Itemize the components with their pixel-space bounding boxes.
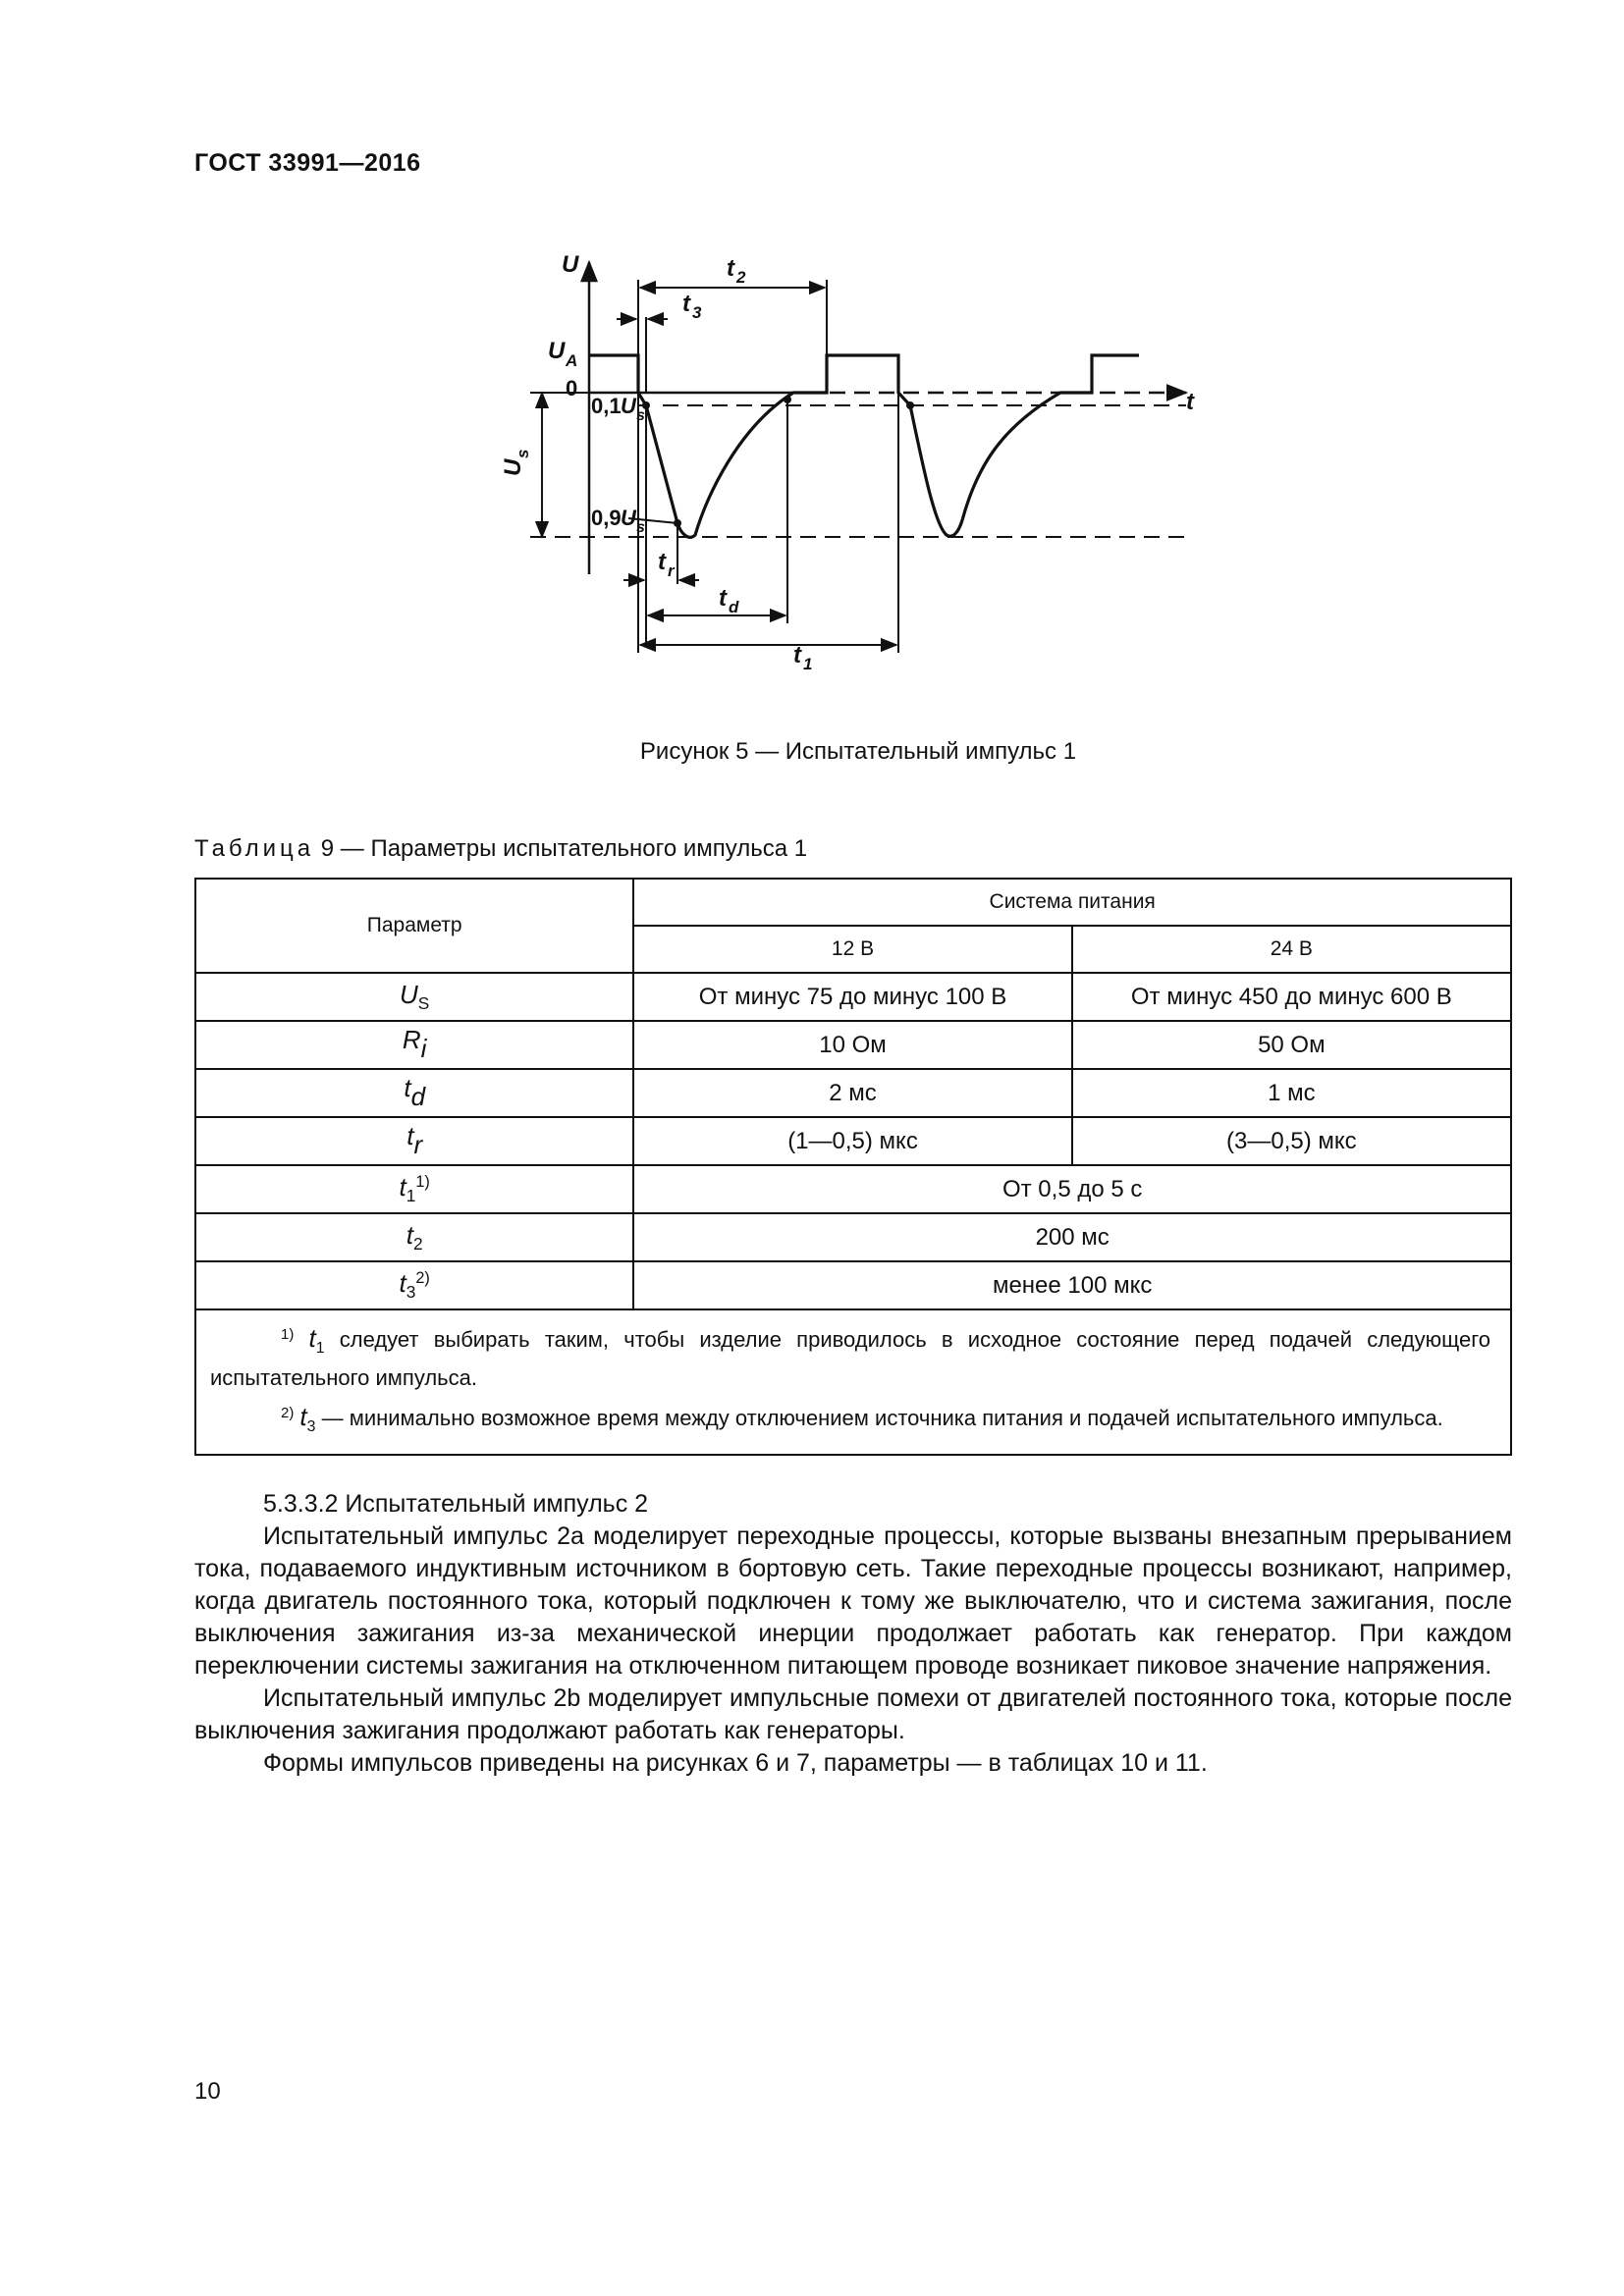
pulse-figure	[481, 240, 1227, 692]
table-row	[195, 1069, 1511, 1117]
td-label: t	[719, 585, 727, 612]
value-common: менее 100 мкс	[633, 1261, 1511, 1309]
tr-label: t	[658, 549, 666, 575]
value-12v: 10 Ом	[633, 1021, 1071, 1069]
figure-caption: Рисунок 5 — Испытательный импульс 1	[639, 738, 1077, 765]
param-symbol: $t_1^{1)}$	[195, 1165, 633, 1213]
table-notes	[195, 1309, 1511, 1455]
table-row	[195, 1213, 1511, 1261]
table-header-row	[195, 879, 1511, 926]
table-row	[195, 1117, 1511, 1165]
value-12v: 2 мс	[633, 1069, 1071, 1117]
header-param: Параметр	[195, 879, 633, 973]
level-0-1-u: U	[621, 394, 636, 418]
level-0-9-prefix: 0,9	[591, 506, 622, 530]
table-notes-row	[195, 1309, 1511, 1455]
param-symbol: $R_i$	[195, 1021, 633, 1069]
table-row	[195, 973, 1511, 1021]
us-label: U	[500, 458, 526, 476]
table-note: $^{1)}$ $t_1$ следует выбирать таким, чтобы изделие приводилось в исходное состояние перед подачей следующего испытательного импульса.	[210, 1323, 1490, 1390]
t2-label: t	[727, 255, 734, 282]
table-title-word: Таблица	[194, 835, 315, 862]
t1-label-sub: 1	[803, 655, 813, 673]
t-axis-label: t	[1186, 389, 1194, 415]
param-symbol: $t_3^{2)}$	[195, 1261, 633, 1309]
body-text	[194, 1488, 1512, 1780]
level-0-1-sub: s	[636, 407, 645, 424]
table-note: $^{2)}$ $t_3$ — минимально возможное время между отключением источника питания и подачей испытательного импульса.	[281, 1401, 1443, 1435]
ua-label: U	[548, 338, 566, 364]
table-row	[195, 1021, 1511, 1069]
value-24v: От минус 450 до минус 600 В	[1072, 973, 1511, 1021]
document-header: ГОСТ 33991—2016	[194, 149, 421, 177]
pulse-waveform	[589, 355, 1139, 537]
value-24v: (3—0,5) мкс	[1072, 1117, 1511, 1165]
param-symbol: $t_r$	[195, 1117, 633, 1165]
pulse-diagram-svg	[481, 240, 1227, 692]
zero-label: 0	[566, 376, 578, 400]
section-heading: 5.3.3.2 Испытательный импульс 2	[263, 1490, 649, 1518]
level-0-9-u: U	[621, 506, 636, 530]
tr-label-sub: r	[668, 561, 675, 580]
u-axis-label: U	[562, 251, 579, 278]
param-symbol: $U_S$	[195, 973, 633, 1021]
table-row	[195, 1165, 1511, 1213]
value-common: 200 мс	[633, 1213, 1511, 1261]
value-24v: 50 Ом	[1072, 1021, 1511, 1069]
t2-label-sub: 2	[736, 268, 746, 287]
table-title-rest: 9 — Параметры испытательного импульса 1	[314, 835, 808, 862]
table-row	[195, 1261, 1511, 1309]
ua-label-sub: A	[566, 351, 578, 370]
table-title	[194, 835, 807, 863]
body-paragraph: Испытательный импульс 2a моделирует переходные процессы, которые вызваны внезапным прерыванием тока, подаваемого индуктивным источником в бортовую сеть. Такие переходные процессы возникают, например, когда двигатель постоянного тока, который подключен к тому же выключателю, что и система зажигания, после выключения зажигания из-за механической инерции продолжает работать как генератор. При каждом переключении системы зажигания на отключенном питающем проводе возникает пиковое значение напряжения.	[194, 1522, 1512, 1680]
value-12v: (1—0,5) мкс	[633, 1117, 1071, 1165]
level-0-9-sub: s	[636, 519, 645, 536]
body-paragraph: Формы импульсов приведены на рисунках 6 и 7, параметры — в таблицах 10 и 11.	[263, 1749, 1208, 1777]
page-number: 10	[194, 2078, 221, 2105]
t1-label: t	[793, 642, 801, 668]
header-system: Система питания	[633, 879, 1511, 926]
body-paragraph: Испытательный импульс 2b моделирует импульсные помехи от двигателей постоянного тока, которые после выключения зажигания продолжают работать как генераторы.	[194, 1684, 1512, 1744]
value-common: От 0,5 до 5 с	[633, 1165, 1511, 1213]
parameters-table	[194, 878, 1512, 1456]
level-0-1-prefix: 0,1	[591, 394, 622, 418]
value-12v: От минус 75 до минус 100 В	[633, 973, 1071, 1021]
value-24v: 1 мс	[1072, 1069, 1511, 1117]
param-symbol: $t_2$	[195, 1213, 633, 1261]
t3-label: t	[682, 291, 690, 317]
us-label-sub: s	[514, 449, 532, 458]
header-24v: 24 В	[1072, 926, 1511, 973]
td-label-sub: d	[729, 598, 739, 616]
param-symbol: $t_d$	[195, 1069, 633, 1117]
t3-label-sub: 3	[692, 303, 702, 322]
header-12v: 12 В	[633, 926, 1071, 973]
